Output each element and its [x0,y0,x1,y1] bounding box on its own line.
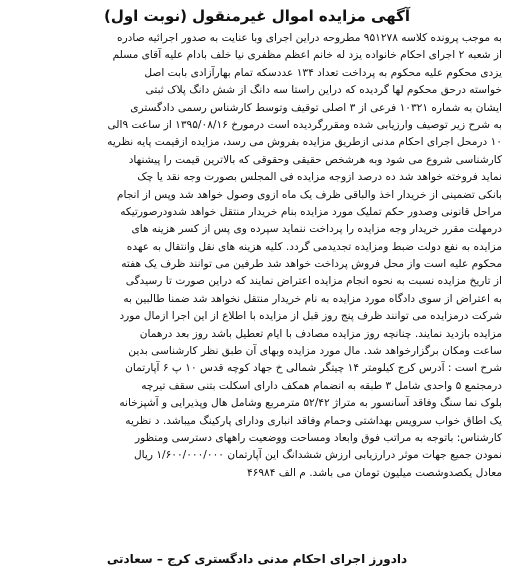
body-line: یزدی محکوم علیه محکوم به پرداخت تعداد ۱۳۴ عددسکه تمام بهارآزادی بابت اصل [144,66,502,79]
body-line: از شعبه ۲ اجرای احکام خانواده یزد له خانم اعظم مظفری نیا خلف بادام علیه آقای مسلم [112,49,502,62]
body-line: به موجب پرونده کلاسه ۹۵۱۲۷۸ مطروحه دراین اجرای وبا عنایت به صدور اجرائیه صادره [117,32,502,44]
notice-signature: دادورز اجرای احکام مدنی دادگستری کرج – سعادتی [106,552,408,566]
body-line: یک اطاق خواب سرویس بهداشتی وحمام وفاقد انباری ودارای پارکینگ میباشد. د نظریه [125,414,502,427]
body-line: نماید فروخته خواهد شد ده درصد ازوجه مزایده فی المجلس بصورت وجه نقد یا چک [137,171,502,184]
body-line: کارشناس: باتوجه به مراتب فوق وابعاد ومساحت ووضعیت راههای دسترسی ومنظور [135,431,502,444]
body-line: شرکت درمزایده می توانند ظرف پنج روز قبل از مزایده با اطلاع از این اجرا ازمال مورد [119,310,502,323]
body-line: از تاریخ مزایده نسبت به نحوه انجام مزایده اعتراض نمایند که دراین صورت تا رسیدگی [125,275,502,288]
body-line: خواسته درحق محکوم لها گردیده که دراین راستا سه دانگ از شش دانگ پلاک ثبتی [145,84,502,97]
notice-title: آگهی مزایده اموال غیرمنقول (نوبت اول) [103,7,411,25]
body-line: شرح است : آدرس کرج کیلومتر ۱۴ چیتگر شمالی خ جهاد کوچه قدس ۱۰ پ ۶ آپارتمان [125,362,502,375]
body-line: به شرح زیر توصیف وارزیابی شده ومقررگردیده است درمورخ ۱۳۹۵/۰۸/۱۶ از ساعت ۹الی [107,118,502,131]
body-line: محکوم علیه است واز محل فروش پرداخت خواهد شد طرفین می توانند ظرف یک هفته [121,258,502,271]
body-line: ۱۰ درمحل اجرای احکام مدنی ازطریق مزایده بفروش می رسد، مزایده ازقیمت پایه نظریه [107,136,502,149]
body-line: درمهلت مقرر خریدار وجه مزایده را پرداخت ننماید سپرده وی پس از کسر هزینه های [131,223,502,236]
body-line: کارشناسی شروع می شود وبه هرشخص حقیقی وحقوقی که بالاترین قیمت را پیشنهاد [128,153,502,166]
body-line: ایشان به شماره ۱۰۳۲۱ فرعی از ۳ اصلی توقیف وتوسط کارشناس رسمی دادگستری [130,101,502,114]
body-line: مراحل قانونی وصدور حکم تملیک مورد مزایده بنام خریدار منتقل خواهد شدودرصورتیکه [120,205,502,218]
body-line: مزایده به نفع دولت ضبط ومزایده تجدیدمی گردد. کلیه هزینه های نقل وانتقال به عهده [126,240,502,253]
body-line: مزایده بازدید نمایند. چنانچه روز مزایده مصادف با ایام تعطیل باشد روز بعد درهمان [139,327,502,340]
body-line: به اعتراض از سوی دادگاه مورد مزایده به نام خریدار منتقل نخواهد شد ضمنا طالبین به [123,292,502,305]
body-line: بلوک نما سنگ وفاقد آسانسور به متراژ ۵۲/۴۲ مترمربع وشامل هال وپذیرایی و آشپزخانه [119,397,502,410]
body-line: نمودن جمیع جهات موثر درارزیابی ارزش ششدانگ این آپارتمان ۱/۶۰۰/۰۰۰/۰۰۰ ریال [133,449,502,462]
body-line: معادل یکصدوشصت میلیون تومان می باشد. م الف ۴۶۹۸۴ [246,466,502,479]
body-line: ساعت ومکان برگزارخواهد شد. مال مورد مزایده وبهای آن طبق نظر کارشناسی بدین [128,345,502,358]
body-line: درمجتمع ۵ واحدی شامل ۳ طبقه به انضمام همکف دارای اسکلت بتنی سقف تیرچه [141,379,502,392]
body-line: بانکی تضمینی از خریدار اخذ والباقی ظرف یک ماه ازوی وصول خواهد شد وپس از انجام [116,188,502,201]
notice-body [10,30,502,482]
